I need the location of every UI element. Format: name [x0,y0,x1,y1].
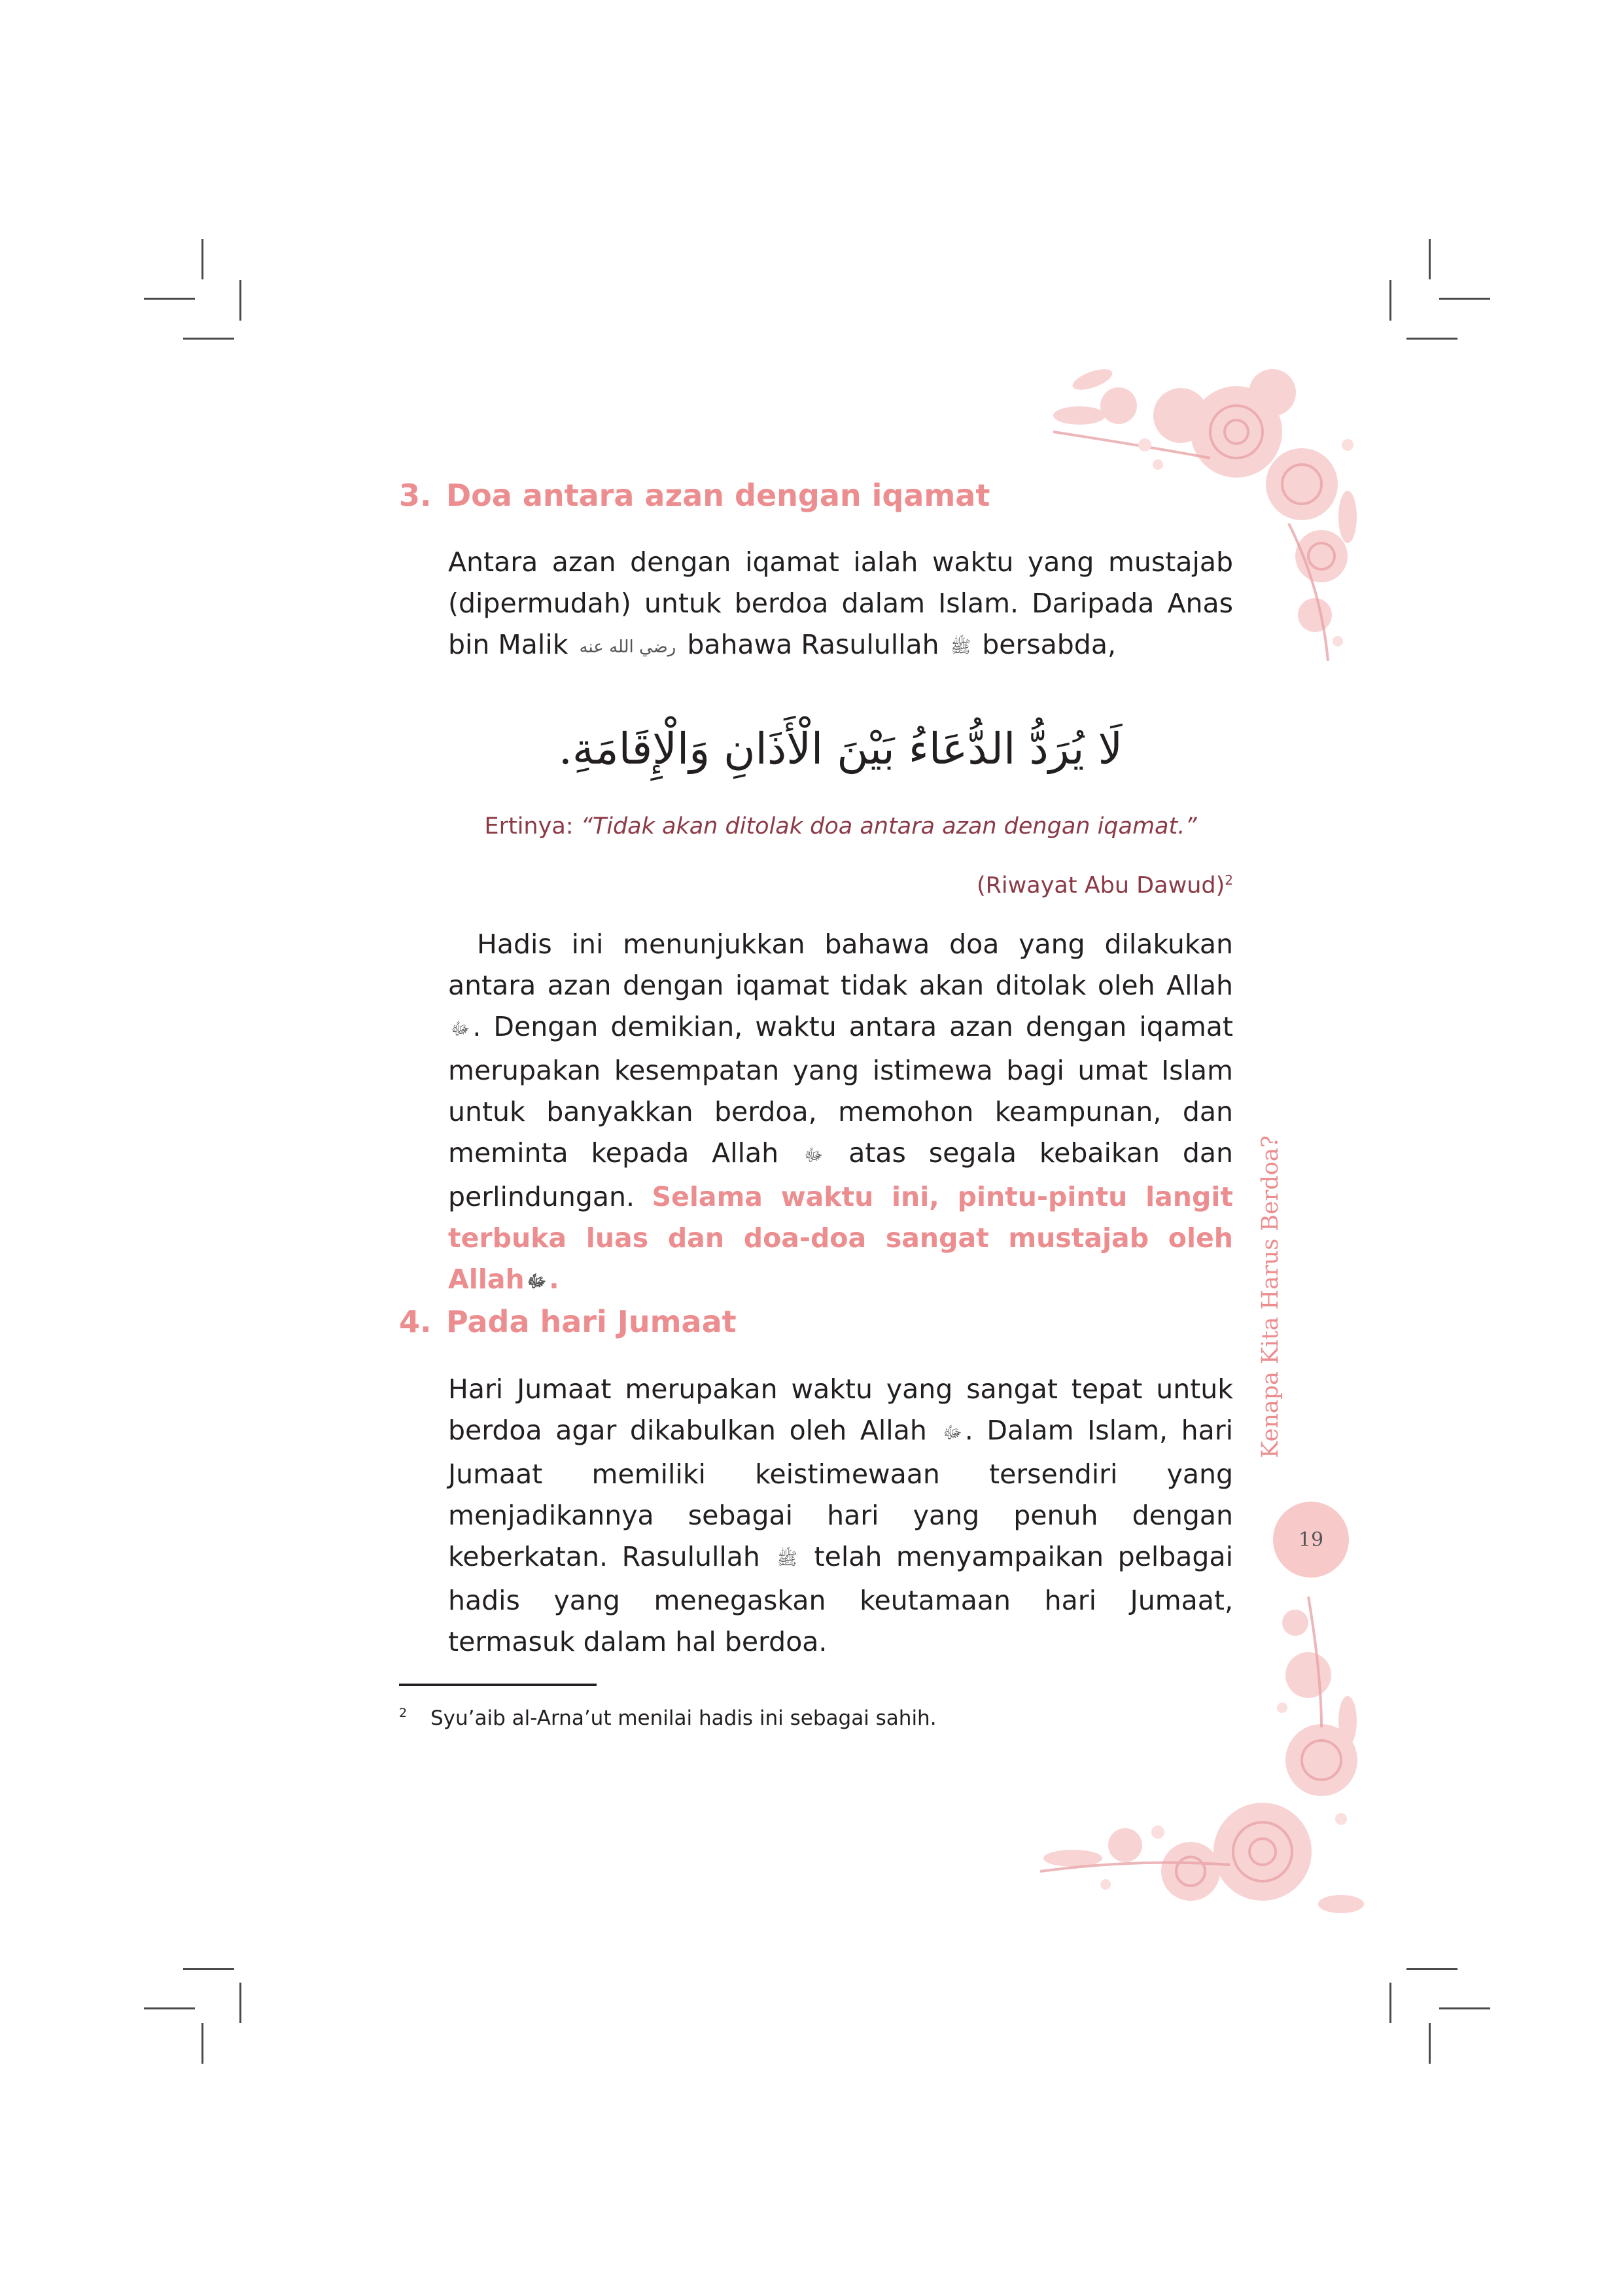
hadith-arabic: لَا يُرَدُّ الدُّعَاءُ بَيْنَ الْأَذَانِ وَالْإِقَامَةِ. [558,724,1123,774]
crop-mark [201,2023,203,2064]
crop-mark [1389,1983,1391,2023]
jumaat-paragraph [448,1369,1233,1663]
translation-label: Ertinya: [484,813,574,839]
crop-mark [1429,2023,1431,2064]
crop-mark [183,338,234,340]
crop-mark [239,280,241,321]
honorific-icon: رضي الله عنه [579,637,676,657]
crop-mark [239,1983,241,2023]
section-title: Pada hari Jumaat [446,1304,737,1339]
crop-mark [144,298,195,300]
footnote-number: 2 [399,1706,408,1720]
crop-mark [1429,239,1431,279]
honorific-icon: ﷻ [803,1146,824,1165]
explanation-text: atas segala kebaikan dan perlindungan. [448,1137,1233,1212]
highlight-text: Selama waktu ini, pintu-pintu langit terbuka luas dan doa-doa sangat mustajab oleh Allah ﷻ. [448,1181,1233,1295]
intro-text: Antara azan dengan iqamat ialah waktu yang mustajab (dipermudah) untuk berdoa dalam Islam. Daripada Anas bin Malik [448,546,1233,660]
intro-text: bahawa Rasulullah [687,629,939,660]
intro-paragraph [448,542,1233,668]
section-title: Doa antara azan dengan iqamat [446,478,990,513]
footnote [399,1699,1184,1733]
hadith-translation [448,810,1233,843]
crop-mark [1406,338,1457,340]
footnote-text: Syu’aib al-Arna’ut menilai hadis ini sebagai sahih. [430,1706,937,1730]
honorific-icon: ﷻ [527,1272,547,1292]
page-number: 19 [1273,1502,1349,1578]
footnote-divider [399,1684,597,1686]
crop-mark [1439,298,1490,300]
honorific-icon: ﷺ [950,637,971,657]
crop-mark [1406,1968,1457,1970]
crop-mark [144,2007,195,2009]
intro-text: bersabda, [982,629,1116,660]
explanation-paragraph [448,924,1233,1303]
crop-mark [1439,2007,1490,2009]
honorific-icon: ﷻ [451,1019,470,1039]
jumaat-text: . Dalam Islam, hari Jumaat memiliki keistimewaan tersendiri yang menjadikannya sebagai hari yang penuh dengan keberkatan. Rasulullah [448,1415,1233,1572]
running-title: Kenapa Kita Harus Berdoa? [1257,1135,1283,1458]
crop-mark [201,239,203,279]
jumaat-text: Hari Jumaat merupakan waktu yang sangat tepat untuk berdoa agar dikabulkan oleh Allah [448,1373,1233,1446]
footnote-ref: 2 [1225,872,1233,888]
source-text: (Riwayat Abu Dawud) [976,872,1225,899]
section-number: 3. [399,478,432,513]
explanation-text: Hadis ini menunjukkan bahawa doa yang dilakukan antara azan dengan iqamat tidak akan ditolak oleh Allah [448,928,1233,1001]
section-heading [399,476,1236,515]
explanation-text: . Dengan demikian, waktu antara azan dengan iqamat merupakan kesempatan yang istimewa bagi umat Islam untuk banyakkan berdoa, memohon keampunan, dan meminta kepada Allah [448,1011,1233,1169]
section-heading [399,1302,1236,1341]
crop-mark [183,1968,234,1970]
honorific-icon: ﷻ [943,1423,962,1443]
honorific-icon: ﷺ [777,1549,797,1569]
translation-text: “Tidak akan ditolak doa antara azan dengan iqamat.” [580,813,1197,839]
hadith-source [448,864,1233,902]
jumaat-text: telah menyampaikan pelbagai hadis yang menegaskan keutamaan hari Jumaat, termasuk dalam hal berdoa. [448,1541,1233,1657]
section-number: 4. [399,1304,432,1339]
crop-mark [1389,280,1391,321]
